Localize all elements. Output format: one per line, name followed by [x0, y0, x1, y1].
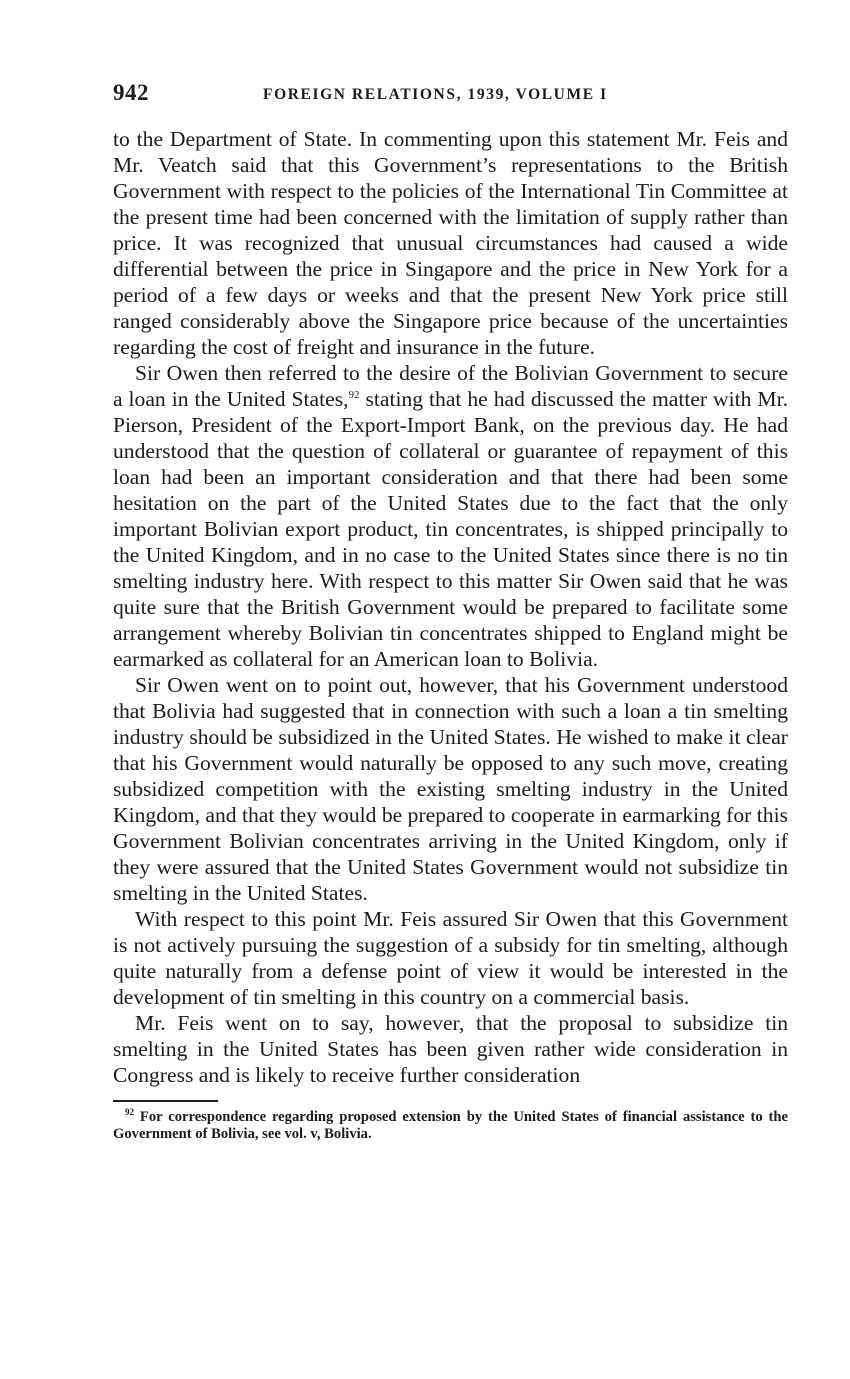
- footnote: [113, 1109, 788, 1143]
- body-text: [113, 126, 788, 1088]
- paragraph-2: [113, 360, 788, 672]
- footnote-reference[interactable]: 92: [348, 388, 360, 401]
- page-header: [113, 80, 788, 110]
- paragraph-2-rest: the matter with Mr. Pierson, President of the Export-Import Bank, on the previous day. He had understood that the question of collateral or guarantee of repayment of this loan had been an important consideration and that there had been some hesitation on the part of the United States due to the fact that the only important Bolivian export product, tin concentrates, is shipped principally to the United Kingdom, and in no case to the United States since there is no tin smelting industry here. With respect to this matter Sir Owen said that he was quite sure that the British Government would be prepared to facilitate some arrangement whereby Bolivian tin concentrates shipped to England might be earmarked as collateral for an American loan to Bolivia.: [113, 387, 789, 671]
- footnote-rule: [113, 1100, 218, 1102]
- footnote-marker: 92: [125, 1107, 134, 1118]
- paragraph-2-after-ref: stating that he had discussed: [359, 387, 614, 411]
- paragraph-1: to the Department of State. In commenting upon this statement Mr. Feis and Mr. Veatch said that this Government’s representations to the British Government with respect to the policies of the International Tin Committee at the present time had been concerned with the limitation of supply rather than price. It was recognized that unusual circumstances had caused a wide differential between the price in Singapore and the price in New York for a period of a few days or weeks and that the present New York price still ranged considerably above the Singapore price because of the uncertainties regarding the cost of freight and insurance in the future.: [113, 127, 788, 359]
- paragraph-2-lead: Sir Owen then referred to the desire of the Bolivian Government to secure a loan in the United States,: [113, 361, 788, 411]
- footnote-text: For correspondence regarding proposed extension by the United States of financial assistance to the Government of Bolivia, see vol. v, Bolivia.: [113, 1109, 788, 1142]
- paragraph-3: Sir Owen went on to point out, however, that his Government understood that Bolivia had suggested that in connection with such a loan a tin smelting industry should be subsidized in the United States. He wished to make it clear that his Government would naturally be opposed to any such move, creating subsidized competition with the existing smelting industry in the United Kingdom, and that they would be prepared to cooperate in earmarking for this Government Bolivian concentrates arriving in the United Kingdom, only if they were assured that the United States Government would not subsidize tin smelting in the United States.: [113, 673, 788, 905]
- paragraph-4: With respect to this point Mr. Feis assured Sir Owen that this Government is not actively pursuing the suggestion of a subsidy for tin smelting, although quite naturally from a defense point of view it would be interested in the development of tin smelting in this country on a commercial basis.: [113, 907, 788, 1009]
- paragraph-5: Mr. Feis went on to say, however, that the proposal to subsidize tin smelting in the United States has been given rather wide consideration in Congress and is likely to receive further consideration: [113, 1011, 788, 1087]
- running-head: FOREIGN RELATIONS, 1939, VOLUME I: [263, 86, 608, 103]
- document-page: [113, 80, 788, 1158]
- page-number: 942: [113, 80, 149, 105]
